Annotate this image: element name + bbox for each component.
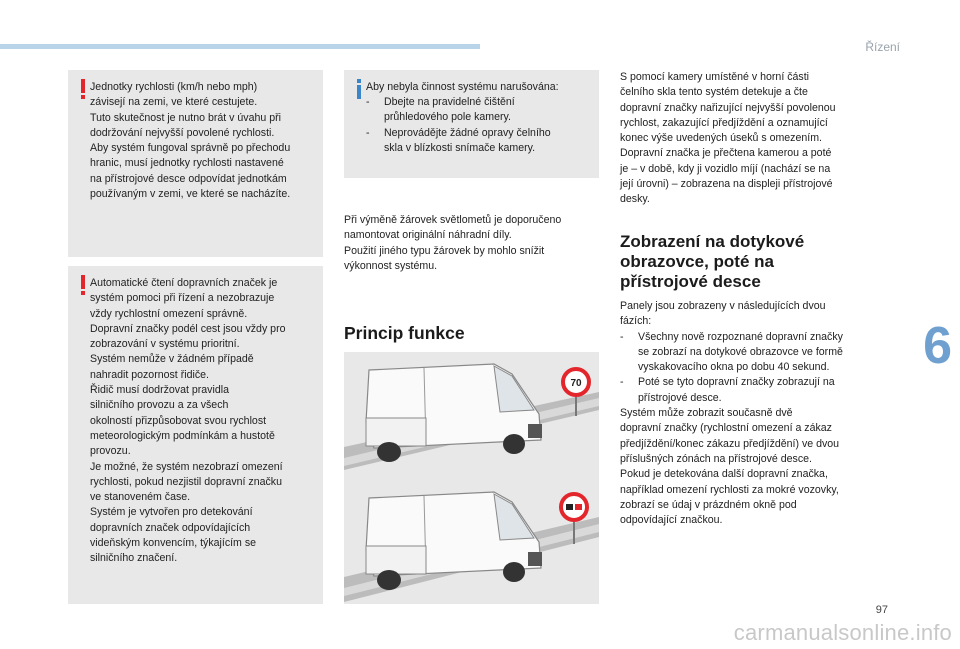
warning-text: Automatické čtení dopravních značek je systém pomoci při řízení a nezobrazuje vždy rychlostní omezení správně. Dopravní značky podél cest jsou vždy pro zobrazování v systému prioritní. Systém nemůže v žádném případě nahradit pozornost řidiče. Řidič musí dodržovat pravidla silničního provozu a za všech okolností přizpůsobovat svou rychlost meteorologickým podmínkám a hustotě provozu. Je možné, že systém nezobrazí omezení rychlosti, pokud nezjistil dopravní značku ve stanoveném čase. Systém je vytvořen pro detekování dopravních značek odpovídajících videňským konvencím, týkajícím se silničního značení.: [90, 277, 286, 565]
info-list: [366, 95, 594, 156]
sign-speed-70: 70: [570, 378, 582, 389]
no-overtaking-sign-icon: [561, 494, 587, 520]
page-number: 97: [875, 604, 888, 616]
section-heading-display: Zobrazení na dotykové obrazovce, poté na přístrojové desce: [620, 232, 805, 291]
list-item: - Dbejte na pravidelné čištění průhledového pole kamery.: [366, 96, 515, 124]
warning-box-system: [68, 266, 323, 604]
display-list: [620, 330, 875, 406]
header-accent-bar: [0, 44, 480, 49]
warning-text: Jednotky rychlosti (km/h nebo mph) závisejí na zemi, ve které cestujete. Tuto skutečnost je nutno brát v úvahu při dodržování nejvyšší povolené rychlosti. Aby systém fungoval správně po přechodu hranic, musí jednotky rychlosti nastavené na přístrojové desce odpovídat jednotkám používaným v zemi, ve které se nacházíte.: [90, 81, 291, 201]
section-heading-princip: Princip funkce: [344, 323, 465, 343]
info-intro: Aby nebyla činnost systému narušována:: [366, 81, 559, 93]
display-intro: Panely jsou zobrazeny v následujících dvou fázích:: [620, 300, 826, 328]
bulbs-note: Při výměně žárovek světlometů je doporučeno namontovat originální náhradní díly. Použití jiného typu žárovek by mohlo snížit výkonnost systému.: [344, 214, 562, 272]
list-item: - Všechny nově rozpoznané dopravní značky se zobrazí na dotykové obrazovce ve formě vyskakovacího okna po dobu 40 sekund.: [620, 330, 843, 374]
van-icon: [366, 364, 542, 462]
warning-box-units: [68, 70, 323, 257]
chapter-number: 6: [923, 317, 952, 375]
van-icon: [366, 492, 542, 590]
list-item: - Neprovádějte žádné opravy čelního skla v blízkosti snímače kamery.: [366, 126, 551, 154]
chapter-title: Řízení: [865, 40, 900, 54]
list-item: - Poté se tyto dopravní značky zobrazují na přístrojové desce.: [620, 376, 835, 404]
info-box-camera: [344, 70, 599, 178]
warning-exclamation-icon: [76, 78, 90, 100]
display-outro: Systém může zobrazit současně dvě dopravní značky (rychlostní omezení a zákaz předjíždění/konec zákazu předjíždění) ve dvou příslušných zónách na přístrojové desce. Pokud je detekována další dopravní značka, například omezení rychlosti za mokré vozovky, zobrazí se údaj v prázdném okně pod odpovídající značkou.: [620, 407, 840, 527]
info-i-icon: [352, 78, 366, 100]
display-section-body: [620, 299, 875, 528]
warning-exclamation-icon: [76, 274, 90, 296]
illustration-svg: [344, 352, 599, 604]
watermark-text: carmanualsonline.info: [733, 620, 952, 645]
system-description: S pomocí kamery umístěné v horní části čelního skla tento systém detekuje a čte dopravní značky nařizující nejvyšší povolenou rychlost, zakazující předjíždění a oznamující konec výše uvedených úseků s omezením. Dopravní značka je přečtena kamerou a poté je – v době, kdy ji vozidlo míjí (nachází se na její úrovni) – zobrazena na displeji přístrojové desky.: [620, 71, 836, 206]
van-camera-illustration: [344, 352, 599, 604]
